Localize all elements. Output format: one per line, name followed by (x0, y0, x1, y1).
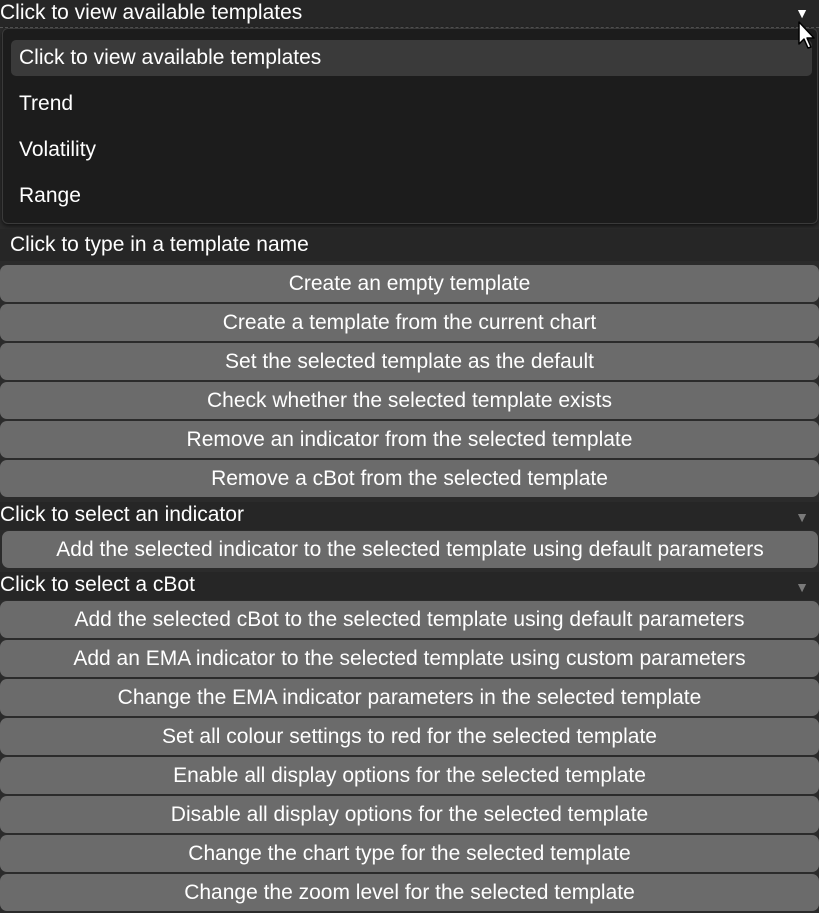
template-option[interactable]: Volatility (19, 138, 97, 161)
change-zoom-level-button[interactable]: Change the zoom level for the selected template (0, 874, 819, 911)
enable-display-options-button[interactable]: Enable all display options for the selected template (0, 757, 819, 794)
add-cbot-button[interactable]: Add the selected cBot to the selected template using default parameters (0, 601, 819, 638)
check-template-exists-button[interactable]: Check whether the selected template exists (0, 382, 819, 419)
create-template-from-chart-button[interactable]: Create a template from the current chart (0, 304, 819, 341)
mouse-cursor-icon (797, 20, 819, 50)
change-chart-type-button[interactable]: Change the chart type for the selected template (0, 835, 819, 872)
chevron-down-icon[interactable]: ▼ (795, 509, 809, 525)
chevron-down-icon[interactable]: ▼ (795, 5, 809, 21)
remove-cbot-button[interactable]: Remove a cBot from the selected template (0, 460, 819, 497)
add-ema-indicator-button[interactable]: Add an EMA indicator to the selected template using custom parameters (0, 640, 819, 677)
indicator-select[interactable] (0, 502, 819, 530)
cbot-select-value: Click to select a cBot (0, 573, 195, 596)
template-option[interactable]: Click to view available templates (11, 40, 812, 76)
cbot-select[interactable] (0, 572, 819, 600)
set-colours-red-button[interactable]: Set all colour settings to red for the selected template (0, 718, 819, 755)
template-name-input[interactable] (0, 229, 819, 261)
set-default-template-button[interactable]: Set the selected template as the default (0, 343, 819, 380)
template-option[interactable]: Range (19, 184, 81, 207)
template-select-value: Click to view available templates (0, 1, 303, 24)
template-dropdown-list (2, 28, 818, 224)
indicator-select-value: Click to select an indicator (0, 503, 244, 526)
remove-indicator-button[interactable]: Remove an indicator from the selected template (0, 421, 819, 458)
change-ema-parameters-button[interactable]: Change the EMA indicator parameters in the selected template (0, 679, 819, 716)
add-indicator-button[interactable]: Add the selected indicator to the selected template using default parameters (2, 531, 818, 568)
create-empty-template-button[interactable]: Create an empty template (0, 265, 819, 302)
template-option[interactable]: Trend (19, 92, 74, 115)
template-select[interactable] (0, 0, 819, 28)
chevron-down-icon[interactable]: ▼ (795, 579, 809, 595)
disable-display-options-button[interactable]: Disable all display options for the selected template (0, 796, 819, 833)
